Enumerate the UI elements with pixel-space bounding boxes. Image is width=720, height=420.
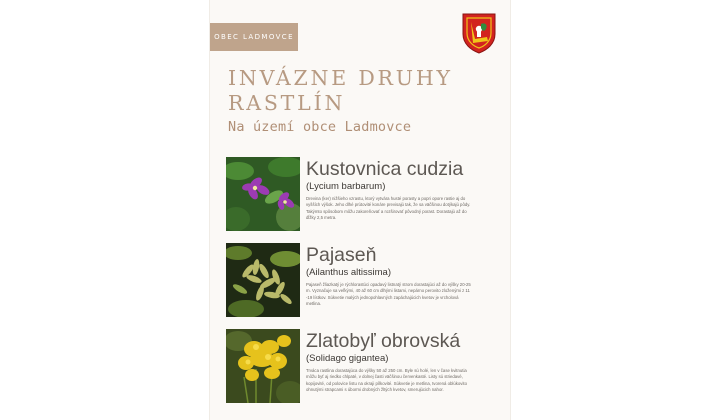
- poster: [210, 0, 510, 420]
- page-subtitle: Na území obce Ladmovce: [228, 119, 412, 135]
- species-name: Pajaseň: [306, 244, 377, 266]
- species-item: [226, 329, 496, 407]
- village-banner: [210, 23, 298, 51]
- species-description: Drevina (ker) nižšieho vzrastu, ktorý vytvára husté porasty a popri opore rastie aj do vyšších výšok. Jeho dlhé prútovité konáre previsajú tak, že sa väčšinou dotýkajú pôdy. Takýmto spôsobom môžu zakoreňovať a rozširovať pôvodný porast. Dorastajú až do dĺžky 2,5 metra.: [306, 196, 471, 221]
- species-latin-name: (Solidago gigantea): [306, 353, 389, 364]
- species-item: [226, 157, 496, 235]
- coat-of-arms-icon: [461, 12, 497, 54]
- species-photo: [226, 243, 300, 317]
- species-latin-name: (Ailanthus altissima): [306, 267, 391, 278]
- species-photo: [226, 329, 300, 403]
- species-description: Trváca rastlina dorastajúca do výšky 50 až 250 cm. Byle sú holé, len v čase kvitnutia môžu byť aj riedko chlpaté, v dolnej časti väčšinou červenkasté. Listy sú striedavé, kopijovité, od polovice listu na okraji pílkovité. Súkvetie je metlina, tvorená oblúkovito ohnutými strapcami s úbormi drobných žltých kvetov, smerujúcich nahor.: [306, 368, 467, 393]
- species-description: Pajaseň žliazkatý je rýchlorastúci opadavý listnatý strom dorastajúci až do výšky 20-25 m. Vyznačuje sa veľkými, 40 až 60 cm dlhými listami, nepárno perovito zloženými z 11 -19 lístkov. Súkvetie malých jednopohlavných zapáchajúcich kvetov je vrcholová metlina.: [306, 282, 471, 307]
- title-line-2: RASTLÍN: [228, 91, 346, 115]
- species-name: Kustovnica cudzia: [306, 158, 464, 180]
- page-title: [228, 66, 498, 116]
- species-photo: [226, 157, 300, 231]
- title-line-1: INVÁZNE DRUHY: [228, 66, 453, 90]
- species-latin-name: (Lycium barbarum): [306, 181, 386, 192]
- species-item: [226, 243, 496, 321]
- banner-label: OBEC LADMOVCE: [214, 33, 294, 41]
- species-name: Zlatobyľ obrovská: [306, 330, 461, 352]
